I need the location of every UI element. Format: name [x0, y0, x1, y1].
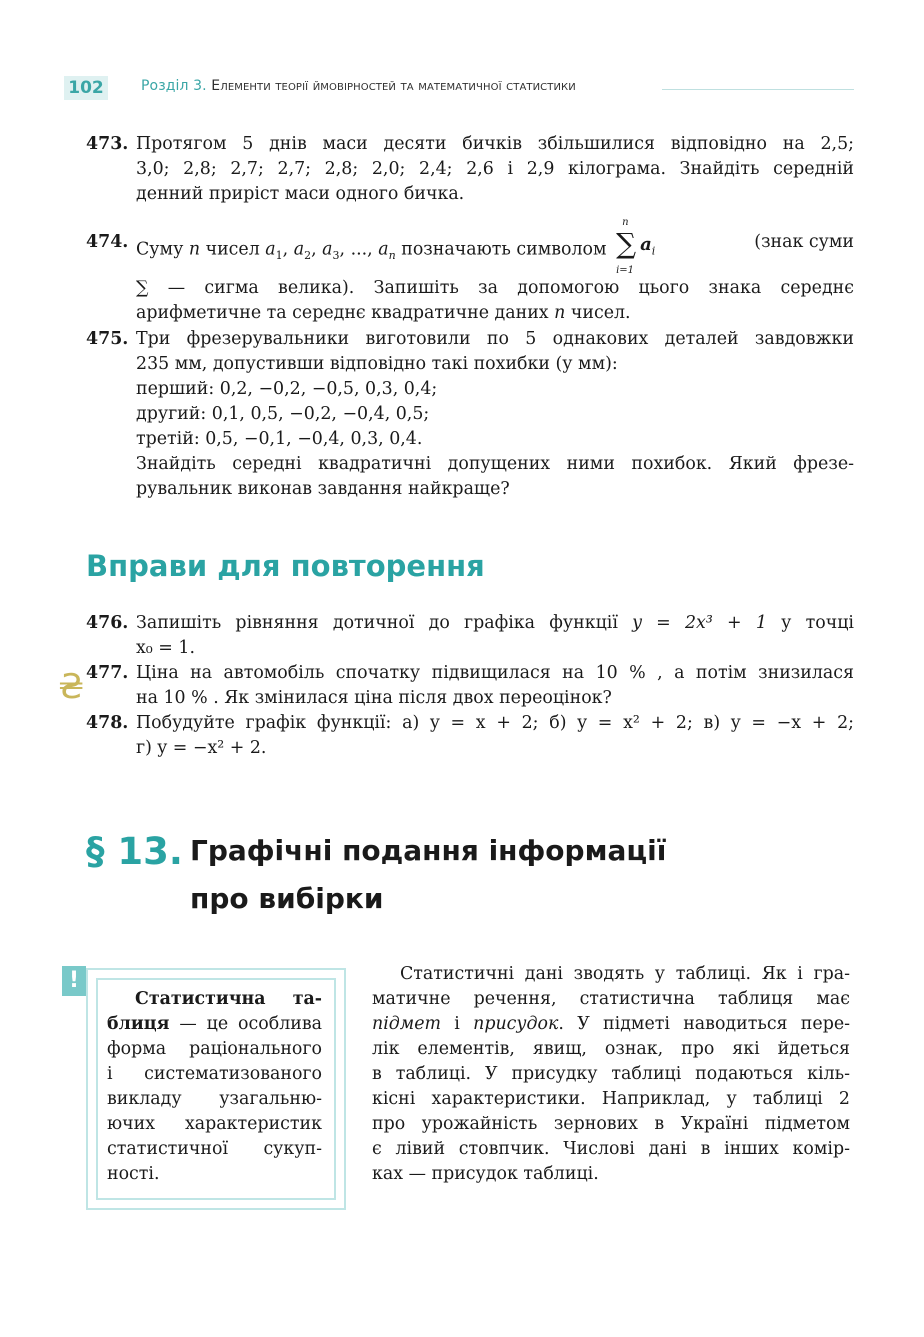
problem-line: денний приріст маси одного бичка.	[136, 184, 465, 204]
header-rule	[662, 89, 854, 90]
text-line: в таблиці. У присудку таблиці подаються кіль-	[372, 1064, 850, 1084]
paragraph-number: § 13.	[86, 830, 183, 873]
problem-473	[86, 132, 854, 207]
running-header	[64, 76, 854, 102]
text-line: лік елементів, явищ, ознак, про які йдеться	[372, 1039, 850, 1059]
definition-line: викладу узагальню-	[107, 1089, 322, 1109]
hryvnia-icon: ₴	[58, 667, 85, 707]
definition-line: і систематизованого	[107, 1064, 322, 1084]
problem-478	[86, 711, 854, 761]
problem-line: Ціна на автомобіль спочатку підвищилася на 10 % , а потім знизилася	[136, 663, 854, 683]
problem-line: x₀ = 1.	[136, 638, 195, 658]
problem-line: рувальник виконав завдання найкраще?	[136, 479, 510, 499]
problem-line: арифметичне та середнє квадратичне даних n чисел.	[136, 303, 631, 323]
exclamation-icon: !	[62, 966, 86, 996]
problem-476	[86, 611, 854, 661]
definition-line: ності.	[107, 1164, 160, 1184]
problem-number: 474.	[86, 232, 129, 252]
problem-number: 473.	[86, 134, 129, 154]
problem-line: 235 мм, допустивши відповідно такі похибки (у мм):	[136, 354, 618, 374]
definition-text	[107, 987, 322, 1187]
problem-number: 478.	[86, 713, 129, 733]
paragraph-title-line2: про вибірки	[190, 882, 384, 915]
text-line: про урожайність зернових в Україні підметом	[372, 1114, 850, 1134]
problem-line: Три фрезерувальники виготовили по 5 однакових деталей завдовжки	[136, 329, 854, 349]
sigma-notation: ∑ n i=1 $a_i$	[616, 217, 656, 276]
section-heading: Вправи для повторення	[86, 549, 485, 583]
problem-line: 3,0; 2,8; 2,7; 2,7; 2,8; 2,0; 2,4; 2,6 і 2,9 кілограма. Знайдіть середній	[136, 159, 854, 179]
paragraph-title-line1: Графічні подання інформації	[190, 834, 667, 867]
problem-line: г) y = −x² + 2.	[136, 738, 267, 758]
problem-line: перший: 0,2, −0,2, −0,5, 0,3, 0,4;	[136, 379, 438, 399]
definition-line: ючих характеристик	[107, 1114, 322, 1134]
text-line: ках — присудок таблиці.	[372, 1164, 599, 1184]
page-number: 102	[64, 76, 108, 100]
text-line: є лівий стовпчик. Числові дані в інших комір-	[372, 1139, 850, 1159]
definition-line: форма раціонального	[107, 1039, 322, 1059]
text-line: Статистичні дані зводять у таблиці. Як і гра-	[400, 964, 850, 984]
problem-line: Запишіть рівняння дотичної до графіка функції y = 2x³ + 1 у точці	[136, 613, 854, 633]
definition-line: блиця — це особлива	[107, 1014, 322, 1034]
problem-number: 476.	[86, 613, 129, 633]
problem-line: третій: 0,5, −0,1, −0,4, 0,3, 0,4.	[136, 429, 423, 449]
section-label: Розділ 3.	[141, 78, 207, 94]
problem-line: Протягом 5 днів маси десяти бичків збільшилися відповідно на 2,5;	[136, 134, 854, 154]
text-line: кісні характеристики. Наприклад, у таблиці 2	[372, 1089, 850, 1109]
problem-line: на 10 % . Як змінилася ціна після двох переоцінок?	[136, 688, 612, 708]
main-text	[372, 962, 850, 1187]
problem-475	[86, 327, 854, 502]
equation: y = 2x³ + 1	[632, 613, 767, 633]
problem-number: 477.	[86, 663, 129, 683]
text-line: матичне речення, статистична таблиця має	[372, 989, 850, 1009]
problem-477	[86, 661, 854, 711]
problem-line: другий: 0,1, 0,5, −0,2, −0,4, 0,5;	[136, 404, 430, 424]
running-title	[141, 78, 576, 94]
chapter-title: Елементи теорії ймовірностей та математичної статистики	[211, 78, 576, 94]
problem-474	[86, 217, 854, 326]
text-line: підмет і присудок. У підметі наводиться пере-	[372, 1014, 850, 1034]
problem-line: ∑ — сигма велика). Запишіть за допомогою цього знака середнє	[136, 278, 854, 298]
definition-line: статистичної сукуп-	[107, 1139, 322, 1159]
definition-term: Статистична та-	[135, 989, 322, 1009]
problem-line: Знайдіть середні квадратичні допущених ними похибок. Який фрезе-	[136, 454, 854, 474]
problem-line: Суму n чисел $a_1$, $a_2$, $a_3$, ..., $a_n$ позначають символом ∑ n i=1 $a_i$ (знак суми	[136, 217, 854, 276]
problem-line: Побудуйте графік функції: а) y = x + 2; б) y = x² + 2; в) y = −x + 2;	[136, 713, 854, 733]
problem-number: 475.	[86, 329, 129, 349]
